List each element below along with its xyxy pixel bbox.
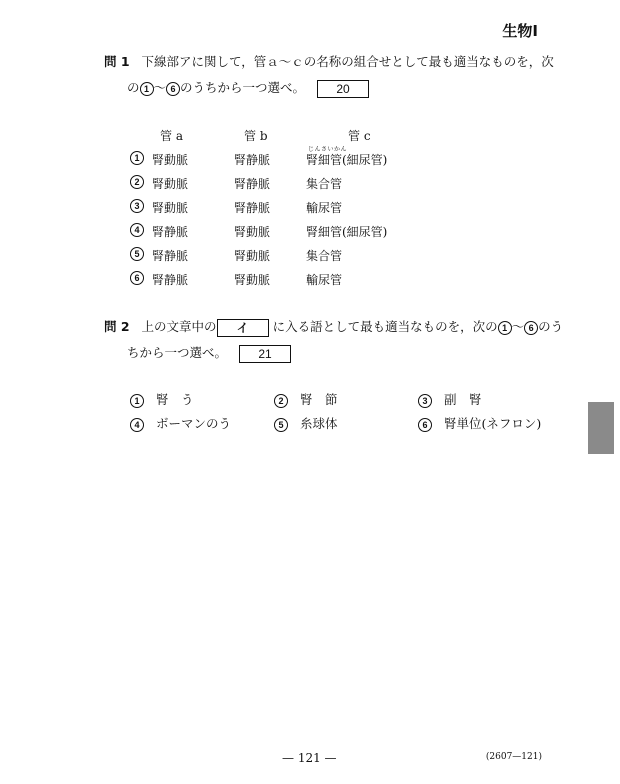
question-1-label: 問 1 bbox=[104, 54, 130, 69]
question-2-line-1 bbox=[104, 317, 563, 337]
cell-tube-a: 腎静脈 bbox=[152, 225, 189, 239]
cell-tube-c: 腎細管(細尿管) bbox=[306, 153, 388, 167]
option-6[interactable] bbox=[418, 414, 541, 432]
option-1[interactable] bbox=[130, 390, 194, 408]
choice-number: 5 bbox=[130, 247, 144, 261]
choice-number: 6 bbox=[166, 82, 180, 96]
ruby-annotation: じんさいかん bbox=[308, 146, 348, 153]
choice-number: 1 bbox=[130, 151, 144, 165]
question-2-text-part: 上の文章中の bbox=[141, 319, 217, 334]
question-2-text-part: に入る語として最も適当なものを，次の bbox=[272, 319, 498, 334]
option-4[interactable] bbox=[130, 414, 231, 432]
cell-tube-a: 腎動脈 bbox=[152, 201, 189, 215]
choice-number: 6 bbox=[130, 271, 144, 285]
question-1-line-2 bbox=[127, 78, 369, 98]
option-text: 副 腎 bbox=[443, 392, 482, 407]
option-2[interactable] bbox=[274, 390, 338, 408]
question-1-text-part: の bbox=[127, 80, 140, 95]
option-5[interactable] bbox=[274, 414, 338, 432]
choice-number: 2 bbox=[274, 394, 288, 408]
header-tube-a: 管 a bbox=[160, 129, 183, 143]
choice-number: 5 bbox=[274, 418, 288, 432]
option-text: 腎 節 bbox=[299, 392, 338, 407]
choice-number: 3 bbox=[130, 199, 144, 213]
cell-tube-a: 腎静脈 bbox=[152, 249, 189, 263]
options-grid bbox=[130, 390, 550, 434]
cell-tube-c: 輸尿管 bbox=[306, 273, 343, 287]
header-tube-c: 管 c bbox=[348, 129, 371, 143]
cell-tube-c: 輸尿管 bbox=[306, 201, 343, 215]
cell-tube-b: 腎動脈 bbox=[234, 273, 271, 287]
exam-code: (2607—121) bbox=[485, 752, 542, 762]
option-3[interactable] bbox=[418, 390, 482, 408]
blank-box-i[interactable]: イ bbox=[217, 319, 269, 337]
choice-number: 1 bbox=[130, 394, 144, 408]
tilde: ～ bbox=[153, 80, 167, 95]
option-text: ボーマンのう bbox=[155, 416, 231, 431]
option-text: 糸球体 bbox=[299, 416, 338, 431]
cell-tube-a: 腎静脈 bbox=[152, 273, 189, 287]
cell-tube-b: 腎動脈 bbox=[234, 225, 271, 239]
side-index-tab bbox=[588, 402, 614, 454]
tilde: ～ bbox=[511, 319, 525, 334]
cell-tube-b: 腎動脈 bbox=[234, 249, 271, 263]
question-2-label: 問 2 bbox=[104, 319, 130, 334]
question-1-line-1 bbox=[104, 52, 554, 72]
choice-number: 1 bbox=[498, 321, 512, 335]
question-1-text: 下線部アに関して，管ａ～ｃの名称の組合せとして最も適当なものを，次 bbox=[141, 54, 554, 69]
question-2-text-part: のう bbox=[538, 319, 564, 334]
option-text: 腎 う bbox=[155, 392, 194, 407]
choice-number: 6 bbox=[524, 321, 538, 335]
page-number: — 121 — bbox=[282, 751, 337, 765]
cell-tube-b: 腎静脈 bbox=[234, 177, 271, 191]
question-1-text-part: のうちから一つ選べ。 bbox=[180, 80, 306, 95]
choice-number: 6 bbox=[418, 418, 432, 432]
answer-table bbox=[130, 127, 430, 297]
subject-title: 生物Ⅰ bbox=[502, 22, 538, 40]
cell-tube-a: 腎動脈 bbox=[152, 153, 189, 167]
choice-number: 4 bbox=[130, 418, 144, 432]
answer-box-20[interactable]: 20 bbox=[317, 80, 369, 98]
option-text: 腎単位(ネフロン) bbox=[443, 416, 542, 431]
question-2-line-2 bbox=[127, 343, 291, 363]
cell-tube-b: 腎静脈 bbox=[234, 153, 271, 167]
question-2-text-part: ちから一つ選べ。 bbox=[127, 345, 228, 360]
answer-box-21[interactable]: 21 bbox=[239, 345, 291, 363]
cell-tube-c: 集合管 bbox=[306, 177, 343, 191]
choice-number: 1 bbox=[140, 82, 154, 96]
choice-number: 4 bbox=[130, 223, 144, 237]
cell-tube-c: 腎細管(細尿管) bbox=[306, 225, 388, 239]
cell-tube-a: 腎動脈 bbox=[152, 177, 189, 191]
choice-number: 2 bbox=[130, 175, 144, 189]
cell-tube-c: 集合管 bbox=[306, 249, 343, 263]
header-tube-b: 管 b bbox=[244, 129, 268, 143]
choice-number: 3 bbox=[418, 394, 432, 408]
cell-tube-b: 腎静脈 bbox=[234, 201, 271, 215]
